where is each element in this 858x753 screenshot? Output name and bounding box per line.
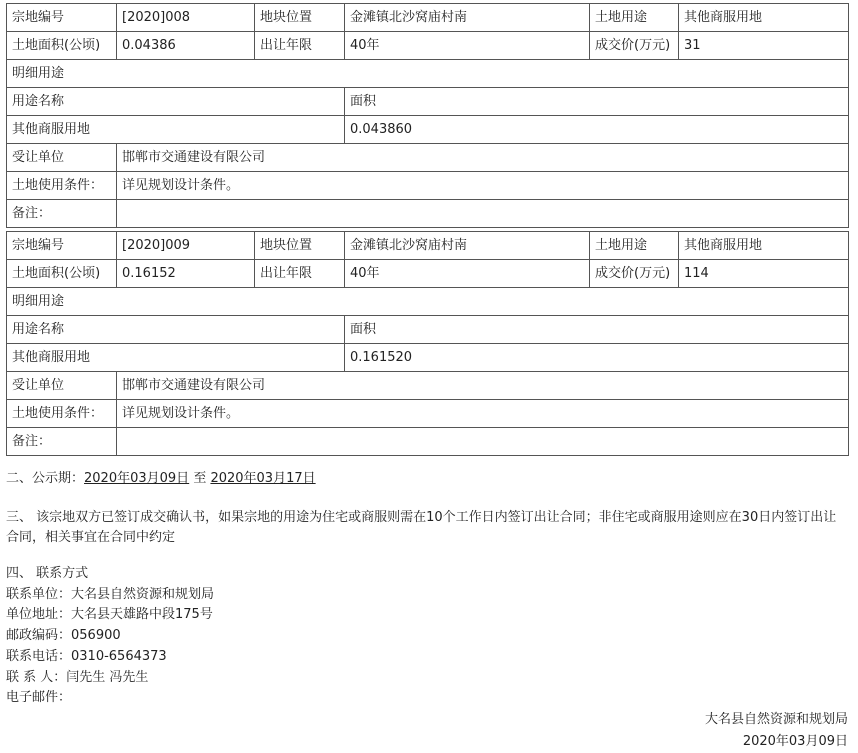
contact-phone: 联系电话：0310-6564373 xyxy=(6,648,167,664)
parcel-row-area xyxy=(7,32,849,60)
detail-area: 0.043860 xyxy=(345,116,849,144)
label-detail-area: 面积 xyxy=(345,316,849,344)
deal-price: 31 xyxy=(679,32,849,60)
label-use-conditions: 土地使用条件： xyxy=(7,400,117,428)
remark xyxy=(117,428,849,456)
use-conditions: 详见规划设计条件。 xyxy=(117,400,849,428)
contract-note: 三、 该宗地双方已签订成交确认书，如果宗地的用途为住宅或商服则需在10个工作日内签订出让合同；非住宅或商服用途则应在30日内签订出让合同，相关事宜在合同中约定 xyxy=(6,510,837,545)
parcel-row-detail xyxy=(7,116,849,144)
contact-unit: 联系单位：大名县自然资源和规划局 xyxy=(6,586,215,602)
land-use: 其他商服用地 xyxy=(679,4,849,32)
parcel-row-code xyxy=(7,4,849,32)
contact-email: 电子邮件： xyxy=(6,690,72,706)
publicity-separator: 至 xyxy=(189,471,211,486)
label-detail-area: 面积 xyxy=(345,88,849,116)
parcel-row-remark xyxy=(7,428,849,456)
land-use: 其他商服用地 xyxy=(679,232,849,260)
parcel-code: [2020]009 xyxy=(117,232,255,260)
contact-person: 联 系 人：闫先生 冯先生 xyxy=(6,669,149,685)
parcel-table xyxy=(6,231,849,456)
contact-address: 单位地址：大名县天雄路中段175号 xyxy=(6,607,213,623)
label-lease-term: 出让年限 xyxy=(255,260,345,288)
detail-use-name: 其他商服用地 xyxy=(7,116,345,144)
contact-postcode: 邮政编码：056900 xyxy=(6,628,121,644)
label-use-name: 用途名称 xyxy=(7,88,345,116)
label-remark: 备注： xyxy=(7,200,117,228)
parcel-row-conditions xyxy=(7,400,849,428)
contact-heading: 四、 联系方式 xyxy=(6,566,89,581)
parcel-row-detail xyxy=(7,344,849,372)
label-detail-use: 明细用途 xyxy=(7,60,849,88)
label-land-area: 土地面积(公顷) xyxy=(7,32,117,60)
parcel-row-conditions xyxy=(7,172,849,200)
signature-org: 大名县自然资源和规划局 xyxy=(704,712,848,727)
detail-use-name: 其他商服用地 xyxy=(7,344,345,372)
label-land-use: 土地用途 xyxy=(590,232,679,260)
label-deal-price: 成交价(万元) xyxy=(590,32,679,60)
publicity-prefix: 二、公示期： xyxy=(6,471,85,486)
label-land-use: 土地用途 xyxy=(590,4,679,32)
parcel-location: 金滩镇北沙窝庙村南 xyxy=(345,232,590,260)
detail-area: 0.161520 xyxy=(345,344,849,372)
publicity-period xyxy=(6,469,848,489)
label-detail-use: 明细用途 xyxy=(7,288,849,316)
publicity-start-date: 2020年03月09日 xyxy=(84,471,190,486)
parcel-row-detail-header xyxy=(7,316,849,344)
parcel-location: 金滩镇北沙窝庙村南 xyxy=(345,4,590,32)
parcel-table xyxy=(6,3,849,228)
assignee: 邯郸市交通建设有限公司 xyxy=(117,144,849,172)
label-assignee: 受让单位 xyxy=(7,372,117,400)
label-deal-price: 成交价(万元) xyxy=(590,260,679,288)
land-area: 0.04386 xyxy=(117,32,255,60)
label-parcel-code: 宗地编号 xyxy=(7,232,117,260)
lease-term: 40年 xyxy=(345,32,590,60)
parcel-row-assignee xyxy=(7,372,849,400)
label-use-conditions: 土地使用条件： xyxy=(7,172,117,200)
parcel-row-area xyxy=(7,260,849,288)
label-parcel-code: 宗地编号 xyxy=(7,4,117,32)
label-parcel-location: 地块位置 xyxy=(255,4,345,32)
parcel-row-detail-heading xyxy=(7,60,849,88)
publicity-end-date: 2020年03月17日 xyxy=(210,471,316,486)
label-use-name: 用途名称 xyxy=(7,316,345,344)
assignee: 邯郸市交通建设有限公司 xyxy=(117,372,849,400)
lease-term: 40年 xyxy=(345,260,590,288)
label-lease-term: 出让年限 xyxy=(255,32,345,60)
contact-section xyxy=(6,564,848,709)
label-land-area: 土地面积(公顷) xyxy=(7,260,117,288)
label-remark: 备注： xyxy=(7,428,117,456)
label-parcel-location: 地块位置 xyxy=(255,232,345,260)
use-conditions: 详见规划设计条件。 xyxy=(117,172,849,200)
deal-price: 114 xyxy=(679,260,849,288)
parcel-row-remark xyxy=(7,200,849,228)
parcel-row-detail-heading xyxy=(7,288,849,316)
parcel-row-detail-header xyxy=(7,88,849,116)
parcel-code: [2020]008 xyxy=(117,4,255,32)
remark xyxy=(117,200,849,228)
parcel-row-code xyxy=(7,232,849,260)
label-assignee: 受让单位 xyxy=(7,144,117,172)
parcel-row-assignee xyxy=(7,144,849,172)
land-area: 0.16152 xyxy=(117,260,255,288)
signature-date: 2020年03月09日 xyxy=(742,734,848,749)
